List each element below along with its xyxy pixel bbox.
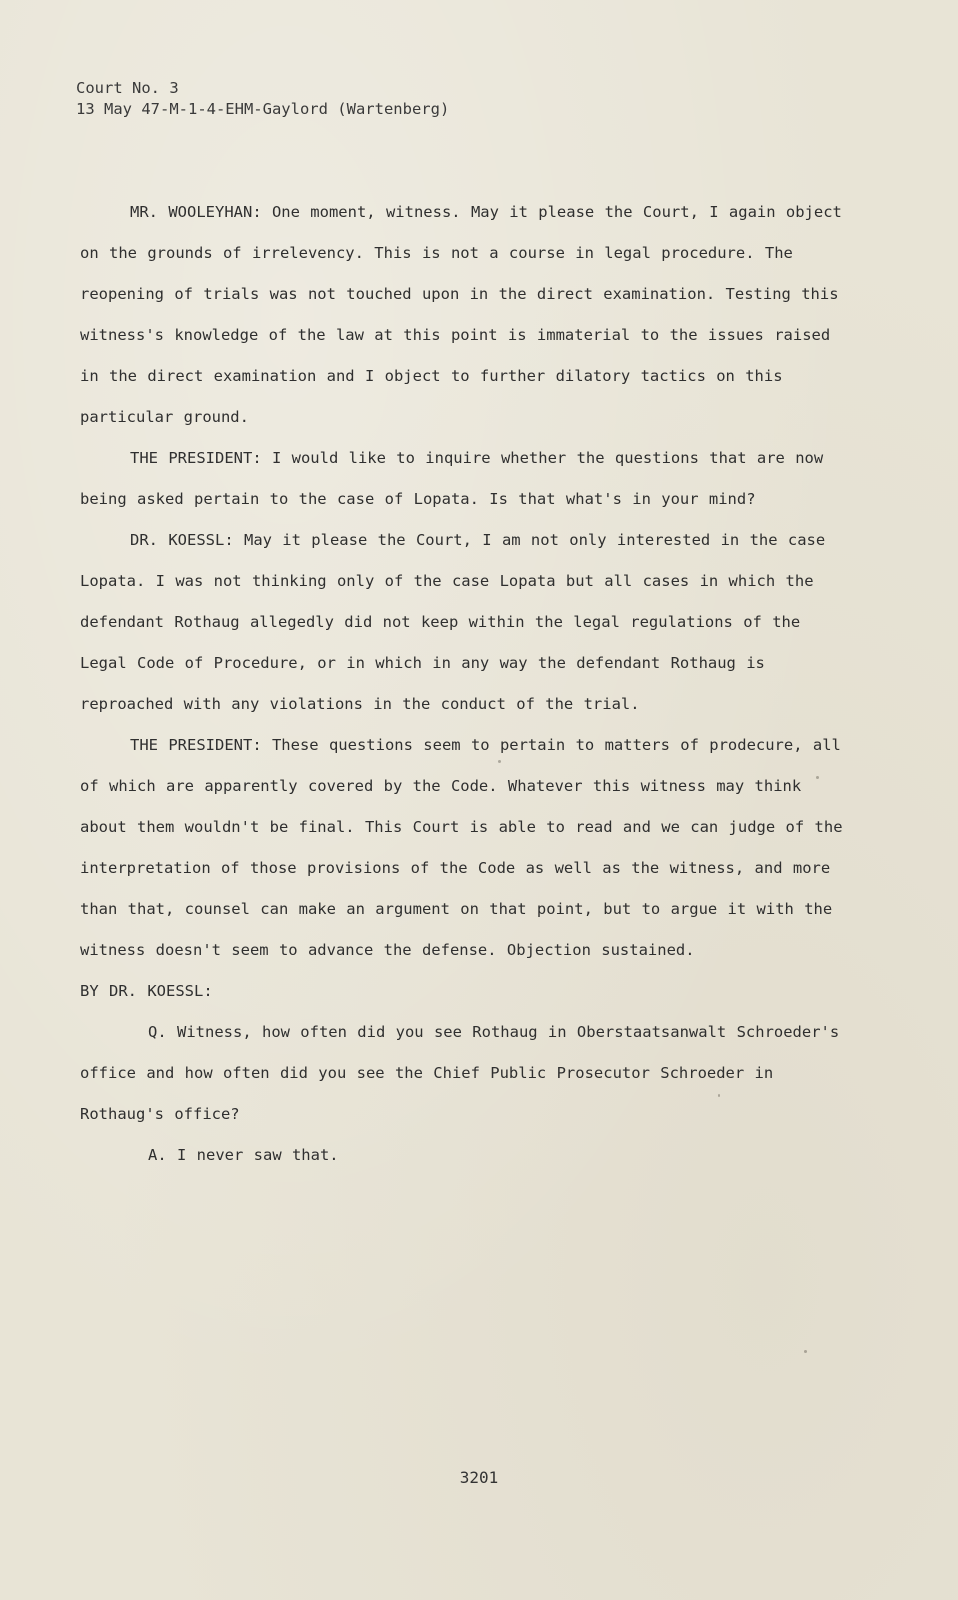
paragraph-president-inquiry: THE PRESIDENT: I would like to inquire whether the questions that are now being asked pertain to the case of Lopata. Is that what's in your mind?: [80, 449, 824, 508]
page-number: 3201: [459, 1468, 499, 1487]
court-number: Court No. 3: [76, 79, 179, 97]
paragraph-koessl-response: DR. KOESSL: May it please the Court, I am not only interested in the case Lopata. I was not thinking only of the case Lopata but all cases in which the defendant Rothaug allegedly did not keep within the legal regulations of the Legal Code of Procedure, or in which in any way the defendant Rothaug is reproached with any violations in the conduct of the trial.: [80, 531, 826, 713]
examination-by-line: BY DR. KOESSL:: [80, 982, 213, 1000]
paragraph-wooleyhan-objection: MR. WOOLEYHAN: One moment, witness. May it please the Court, I again object on the grounds of irrelevency. This is not a course in legal procedure. The reopening of trials was not touched upon in the direct examination. Testing this witness's knowledge of the law at this point is immaterial to the issues raised in the direct examination and I object to further dilatory tactics on this particular ground.: [80, 203, 842, 426]
paper-speck: [498, 760, 501, 763]
paper-speck: [804, 1350, 807, 1353]
paper-speck: [718, 1094, 720, 1097]
document-header: [76, 78, 449, 120]
paragraph-president-ruling: THE PRESIDENT: These questions seem to pertain to matters of prodecure, all of which are apparently covered by the Code. Whatever this witness may think about them wouldn't be final. This Court is able to read and we can judge of the interpretation of those provisions of the Code as well as the witness, and more than that, counsel can make an argument on that point, but to argue it with the witness doesn't seem to advance the defense. Objection sustained.: [80, 736, 843, 959]
paper-speck: [816, 776, 819, 779]
answer-paragraph: A. I never saw that.: [148, 1146, 339, 1164]
transcript-body: [80, 192, 850, 1176]
question-paragraph: Q. Witness, how often did you see Rothaug in Oberstaatsanwalt Schroeder's office and how often did you see the Chief Public Prosecutor Schroeder in Rothaug's office?: [80, 1023, 840, 1123]
session-reference: 13 May 47-M-1-4-EHM-Gaylord (Wartenberg): [76, 100, 450, 118]
